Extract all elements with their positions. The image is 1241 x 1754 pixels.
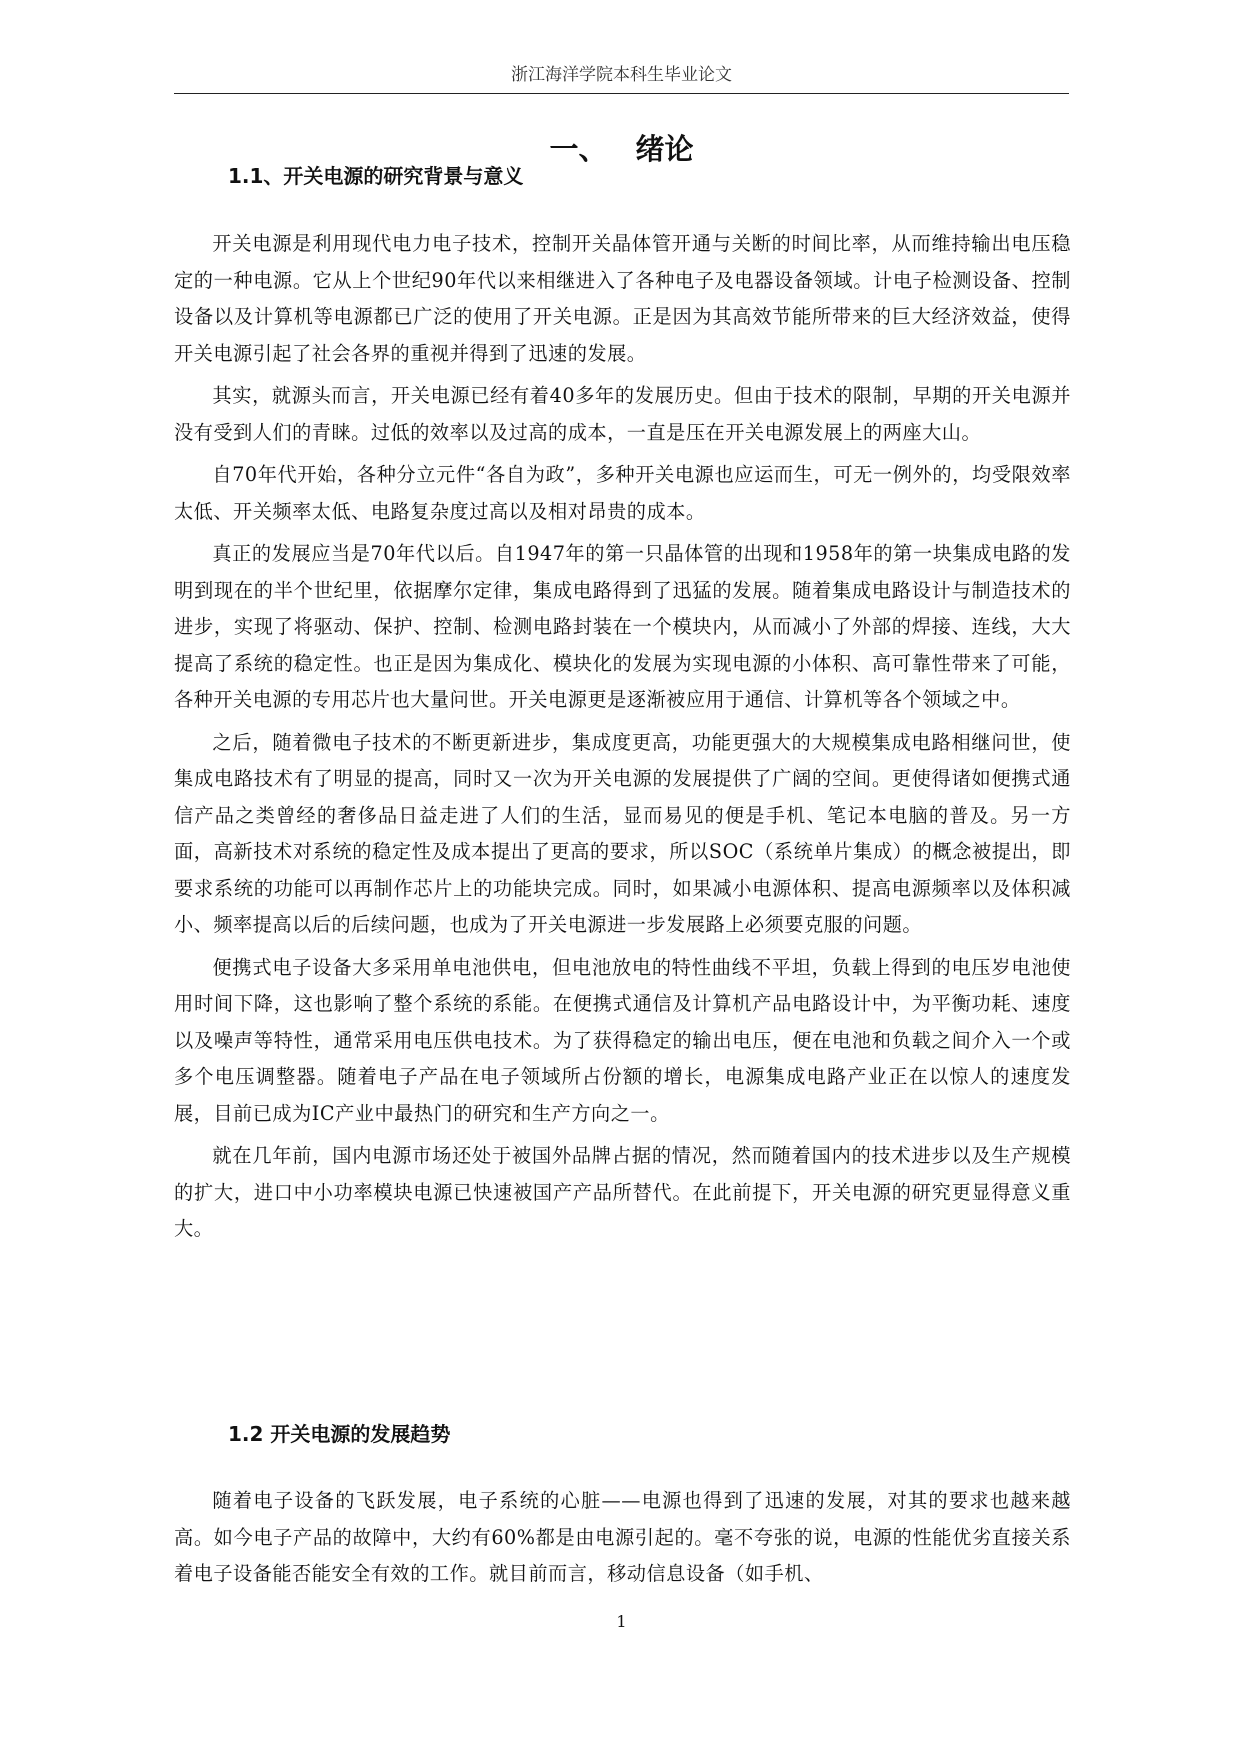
paragraph: 其实，就源头而言，开关电源已经有着40多年的发展历史。但由于技术的限制，早期的开关电源并没有受到人们的青睐。过低的效率以及过高的成本，一直是压在开关电源发展上的两座大山。: [174, 384, 1071, 444]
paragraph: 真正的发展应当是70年代以后。自1947年的第一只晶体管的出现和1958年的第一块集成电路的发明到现在的半个世纪里，依据摩尔定律，集成电路得到了迅猛的发展。随着集成电路设计与制造技术的进步，实现了将驱动、保护、控制、检测电路封装在一个模块内，从而减小了外部的焊接、连线，大大提高了系统的稳定性。也正是因为集成化、模块化的发展为实现电源的小体积、高可靠性带来了可能，各种开关电源的专用芯片也大量问世。开关电源更是逐渐被应用于通信、计算机等各个领域之中。: [174, 542, 1071, 711]
running-header: 浙江海洋学院本科生毕业论文: [511, 65, 732, 85]
chapter-title-text: 绪论: [635, 132, 694, 166]
paragraph: 开关电源是利用现代电力电子技术，控制开关晶体管开通与关断的时间比率，从而维持输出电压稳定的一种电源。它从上个世纪90年代以来相继进入了各种电子及电器设备领域。计电子检测设备、控制设备以及计算机等电源都已广泛的使用了开关电源。正是因为其高效节能所带来的巨大经济效益，使得开关电源引起了社会各界的重视并得到了迅速的发展。: [174, 232, 1071, 365]
paragraph: 便携式电子设备大多采用单电池供电，但电池放电的特性曲线不平坦，负载上得到的电压岁电池使用时间下降，这也影响了整个系统的系能。在便携式通信及计算机产品电路设计中，为平衡功耗、速度以及噪声等特性，通常采用电压供电技术。为了获得稳定的输出电压，便在电池和负载之间介入一个或多个电压调整器。随着电子产品在电子领域所占份额的增长，电源集成电路产业正在以惊人的速度发展，目前已成为IC产业中最热门的研究和生产方向之一。: [174, 955, 1071, 1125]
paragraph: 就在几年前，国内电源市场还处于被国外品牌占据的情况，然而随着国内的技术进步以及生产规模的扩大，进口中小功率模块电源已快速被国产产品所替代。在此前提下，开关电源的研究更显得意义重大。: [174, 1144, 1071, 1240]
section-heading-1-2: 1.2 开关电源的发展趋势: [228, 1422, 451, 1446]
paragraph: 随着电子设备的飞跃发展，电子系统的心脏——电源也得到了迅速的发展，对其的要求也越来越高。如今电子产品的故障中，大约有60%都是由电源引起的。毫不夸张的说，电源的性能优劣直接关系着电子设备能否能安全有效的工作。就目前而言，移动信息设备（如手机、: [174, 1489, 1071, 1585]
paragraph: 之后，随着微电子技术的不断更新进步，集成度更高，功能更强大的大规模集成电路相继问世，使集成电路技术有了明显的提高，同时又一次为开关电源的发展提供了广阔的空间。更使得诸如便携式通信产品之类曾经的奢侈品日益走进了人们的生活，显而易见的便是手机、笔记本电脑的普及。另一方面，高新技术对系统的稳定性及成本提出了更高的要求，所以SOC（系统单片集成）的概念被提出，即要求系统的功能可以再制作芯片上的功能块完成。同时，如果减小电源体积、提高电源频率以及体积减小、频率提高以后的后续问题，也成为了开关电源进一步发展路上必须要克服的问题。: [174, 730, 1071, 936]
section-1-1-body: [174, 226, 1071, 1254]
page-number: 1: [616, 1612, 627, 1631]
header-divider: [174, 93, 1069, 94]
section-heading-1-1: 1.1、开关电源的研究背景与意义: [228, 164, 524, 188]
paragraph: 自70年代开始，各种分立元件“各自为政”，多种开关电源也应运而生，可无一例外的，均受限效率太低、开关频率太低、电路复杂度过高以及相对昂贵的成本。: [174, 463, 1071, 523]
section-1-2-body: [174, 1483, 1071, 1599]
chapter-number: 一、: [549, 132, 608, 166]
